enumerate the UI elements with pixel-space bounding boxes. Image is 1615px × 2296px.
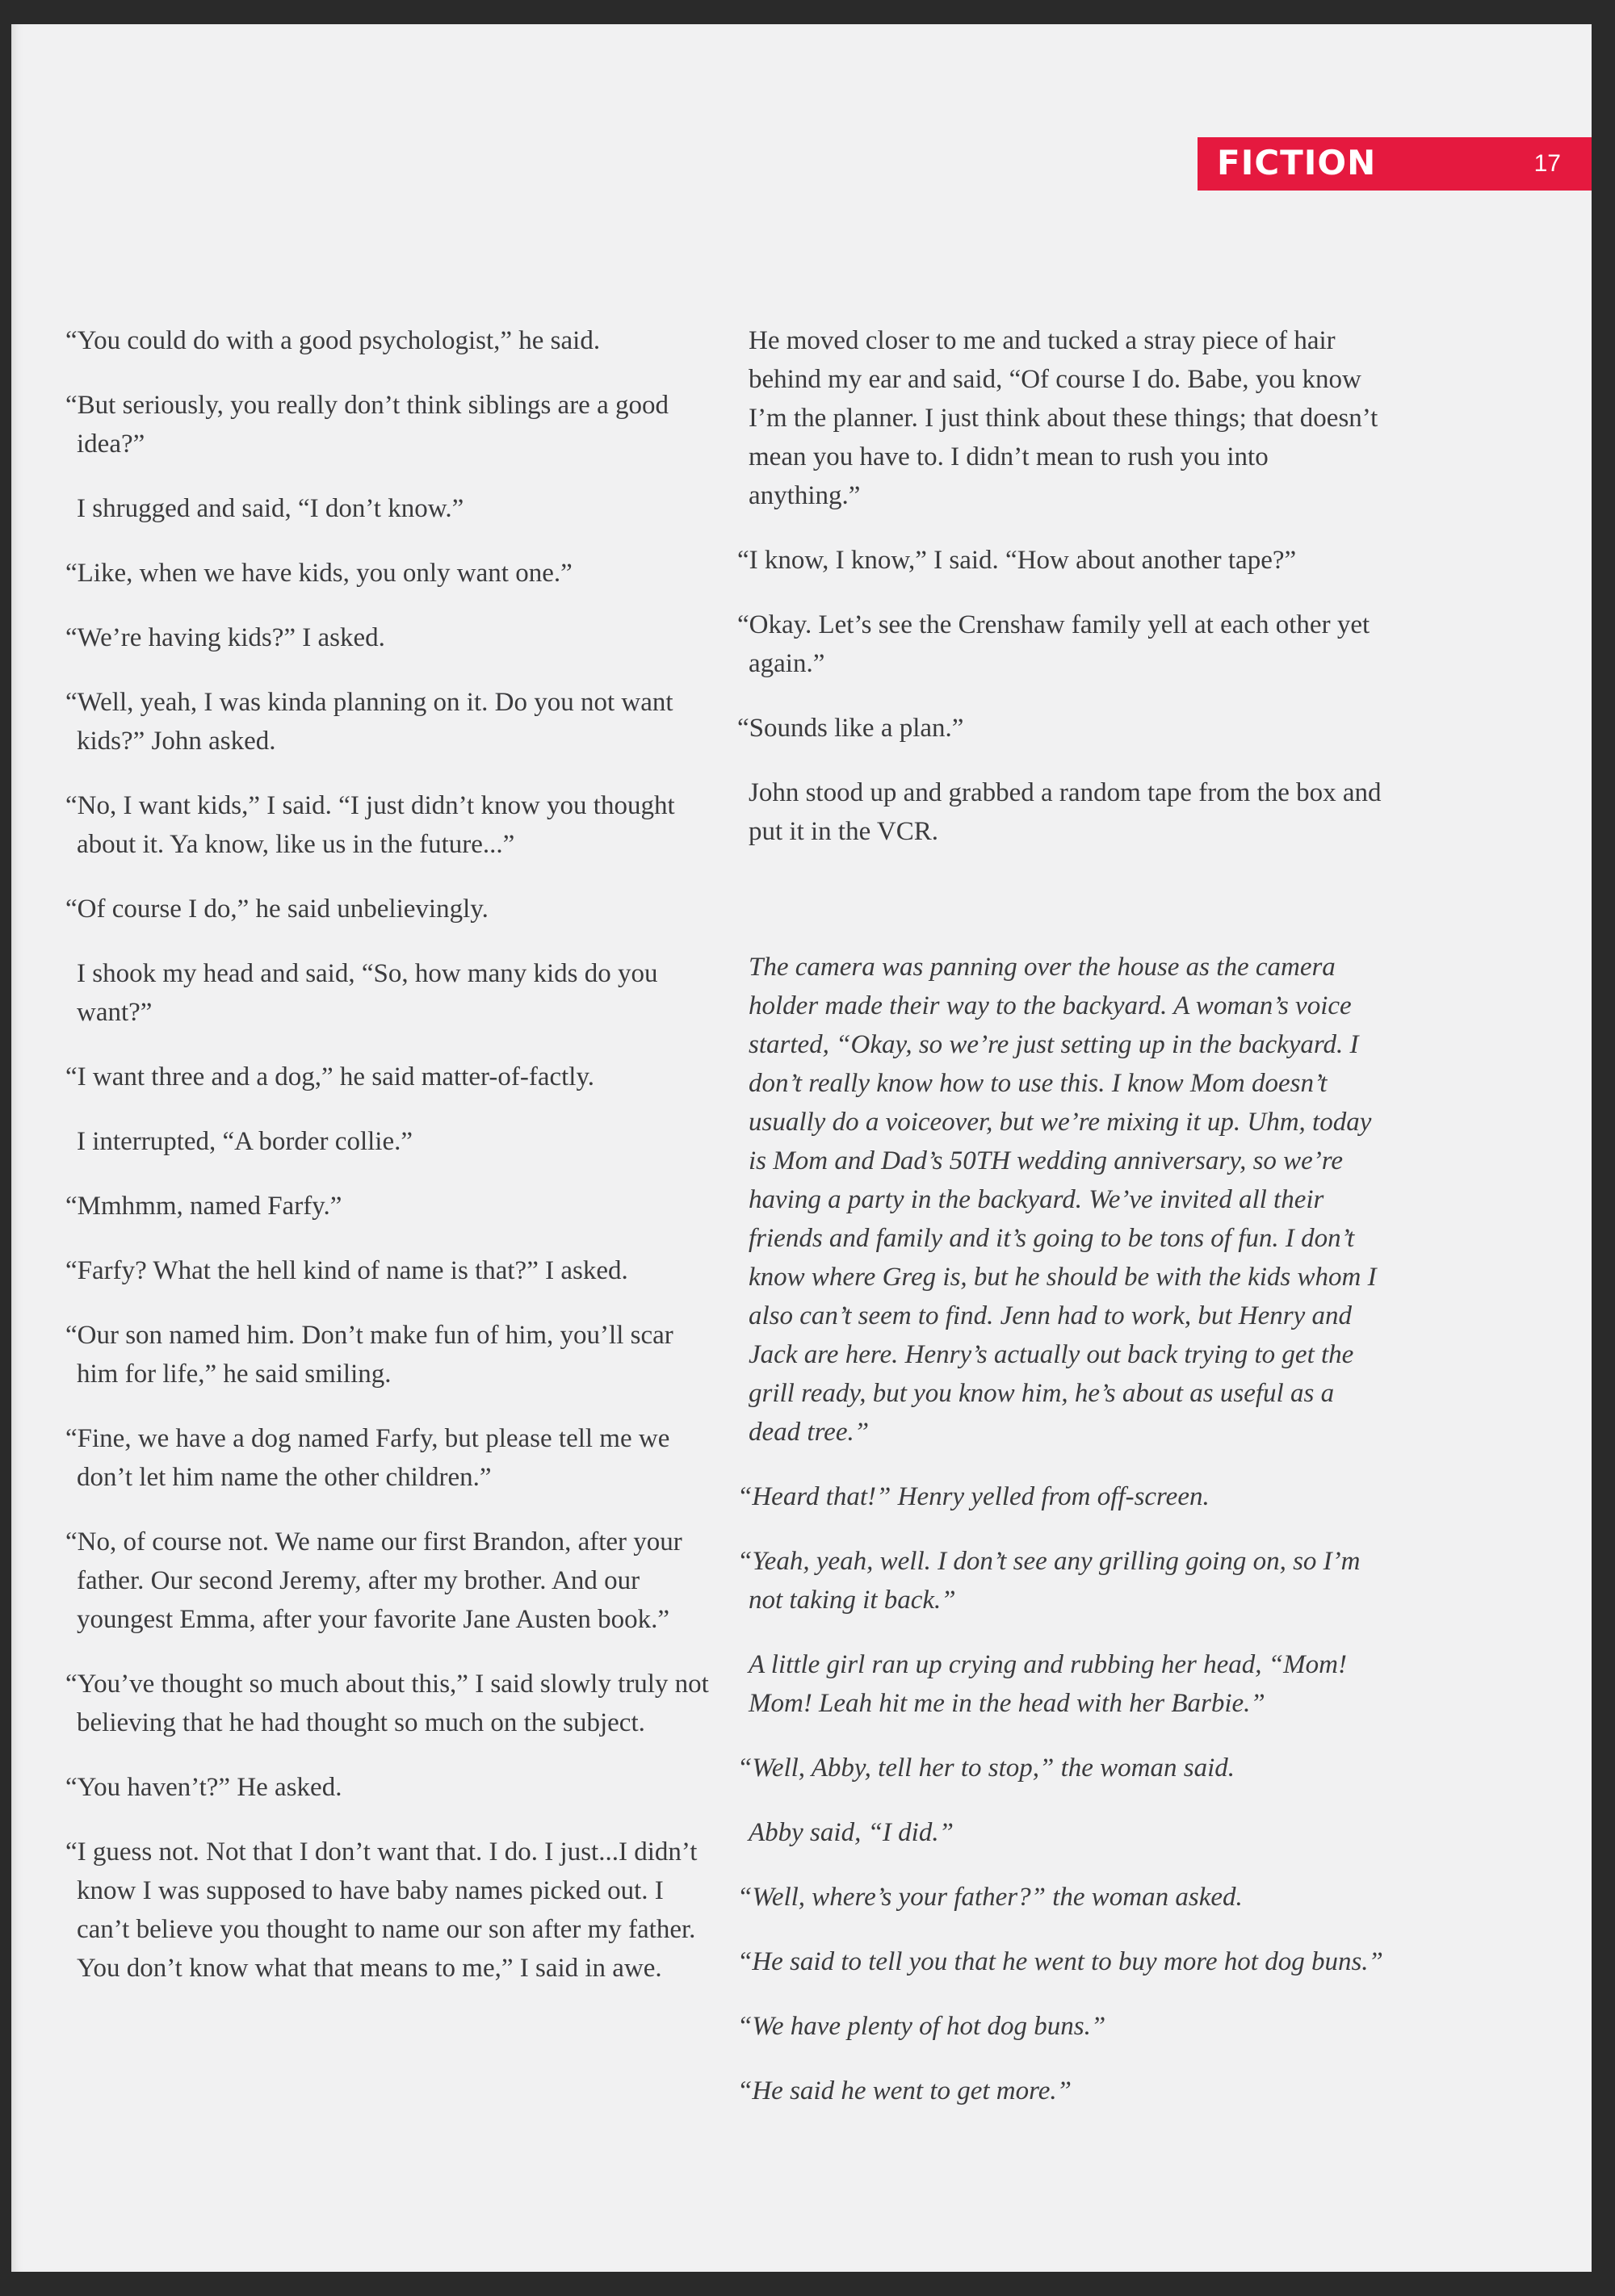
paragraph: “You’ve thought so much about this,” I said slowly truly not believing that he had thought so much on the subject. (65, 1670, 709, 1737)
italic-paragraph: “He said to tell you that he went to buy more hot dog buns.” (737, 1947, 1383, 1976)
paragraph: “Of course I do,” he said unbelievingly. (65, 895, 489, 924)
italic-paragraph: The camera was panning over the house as the camera holder made their way to the backyard. A woman’s voice started, “Okay, so we’re just setting up in the backyard. I don’t really know how to use this. I know Mom doesn’t usually do a voiceover, but we’re mixing it up. Uhm, today is Mom and Dad’s 50TH wedding anniversary, so we’re having a party in the backyard. We’ve invited all their friends and family and it’s going to be tons of fun. I don’t know where Greg is, but he should be with the kids whom I also can’t seem to find. Jenn had to work, but Henry and Jack are here. Henry’s actually out back trying to get the grill ready, but you know him, he’s about as useful as a dead tree.” (749, 953, 1377, 1447)
paragraph: “You could do with a good psychologist,” he said. (65, 326, 601, 355)
paragraph: I interrupted, “A border collie.” (77, 1127, 413, 1156)
paragraph: “Sounds like a plan.” (737, 714, 964, 743)
paragraph: “Fine, we have a dog named Farfy, but please tell me we don’t let him name the other children.” (65, 1424, 670, 1492)
italic-paragraph: “Yeah, yeah, well. I don’t see any grilling going on, so I’m not taking it back.” (737, 1547, 1361, 1615)
paragraph: “Our son named him. Don’t make fun of him, you’ll scar him for life,” he said smiling. (65, 1321, 673, 1389)
paragraph: “You haven’t?” He asked. (65, 1773, 342, 1802)
italic-paragraph: Abby said, “I did.” (749, 1818, 954, 1847)
italic-paragraph: A little girl ran up crying and rubbing her head, “Mom! Mom! Leah hit me in the head with her Barbie.” (749, 1650, 1347, 1718)
paragraph: He moved closer to me and tucked a stray piece of hair behind my ear and said, “Of course I do. Babe, you know I’m the planner. I just think about these things; that doesn’t mean you have to. I didn’t mean to rush you into anything.” (749, 326, 1378, 510)
paragraph: John stood up and grabbed a random tape from the box and put it in the VCR. (749, 778, 1382, 846)
paragraph: “Mmhmm, named Farfy.” (65, 1192, 342, 1221)
paragraph: “But seriously, you really don’t think siblings are a good idea?” (65, 391, 669, 459)
right-column (737, 321, 1383, 2136)
paragraph: “We’re having kids?” I asked. (65, 623, 385, 652)
paragraph: “I want three and a dog,” he said matter-of-factly. (65, 1062, 595, 1091)
paragraph: “I guess not. Not that I don’t want that. I do. I just...I didn’t know I was supposed to have baby names picked out. I can’t believe you thought to name our son after my father. You don’t know what that means to me,” I said in awe. (65, 1837, 698, 1983)
paragraph: I shook my head and said, “So, how many kids do you want?” (77, 959, 658, 1027)
paragraph: “Farfy? What the hell kind of name is that?” I asked. (65, 1256, 628, 1285)
paragraph: “I know, I know,” I said. “How about another tape?” (737, 546, 1297, 575)
scene-break (737, 877, 1383, 948)
paragraph: “No, of course not. We name our first Brandon, after your father. Our second Jeremy, after my brother. And our youngest Emma, after your favorite Jane Austen book.” (65, 1527, 682, 1634)
paragraph: “No, I want kids,” I said. “I just didn’t know you thought about it. Ya know, like us in the future...” (65, 791, 675, 859)
italic-paragraph: “He said he went to get more.” (737, 2076, 1072, 2105)
italic-paragraph: “We have plenty of hot dog buns.” (737, 2012, 1106, 2041)
paragraph: “Like, when we have kids, you only want one.” (65, 559, 573, 588)
section-header-band (1198, 137, 1592, 191)
italic-paragraph: “Well, Abby, tell her to stop,” the woman said. (737, 1753, 1235, 1783)
page-number: 17 (1533, 150, 1561, 177)
paragraph: I shrugged and said, “I don’t know.” (77, 494, 464, 523)
paragraph: “Well, yeah, I was kinda planning on it. Do you not want kids?” John asked. (65, 688, 673, 756)
left-column (65, 321, 711, 2013)
italic-paragraph: “Well, where’s your father?” the woman asked. (737, 1883, 1243, 1912)
paragraph: “Okay. Let’s see the Crenshaw family yell at each other yet again.” (737, 610, 1370, 678)
italic-paragraph: “Heard that!” Henry yelled from off-screen. (737, 1482, 1210, 1511)
section-label: FICTION (1217, 143, 1377, 182)
